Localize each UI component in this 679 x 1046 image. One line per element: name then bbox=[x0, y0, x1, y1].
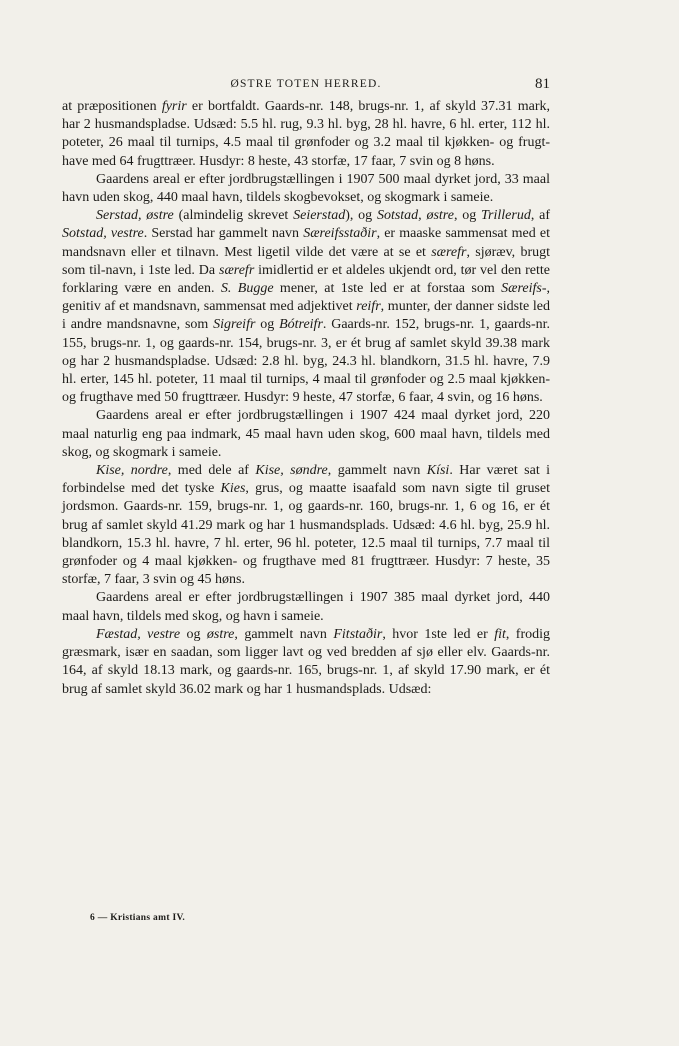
italic-term: Fitstaðir bbox=[333, 626, 383, 642]
page-number: 81 bbox=[535, 76, 550, 92]
paragraph-1: at præpositionen fyrir er bortfaldt. Gaards-nr. 148, brugs-nr. 1, af skyld 37.31 mark, har 2 husmandspladse. Udsæd: 5.5 hl. rug, 9.3 hl. byg, 28 hl. havre, 6 hl. erter, 112 hl. poteter, 26 maal til turnips, 4.5 maal til grønfoder og 3.2 maal til kjøkken- og frugt-have med 64 frugttræer. Husdyr: 8 heste, 43 storfæ, 17 faar, 7 svin og 8 høns. bbox=[62, 99, 550, 169]
italic-term: Sotstad, vestre bbox=[62, 226, 144, 242]
italic-term: særefr bbox=[431, 244, 467, 260]
italic-term: Sotstad, østre bbox=[376, 208, 454, 224]
page-header bbox=[62, 74, 550, 96]
italic-term: fyrir bbox=[161, 99, 187, 114]
italic-term: Trillerud bbox=[481, 208, 531, 224]
italic-term: Kísi bbox=[426, 463, 450, 479]
italic-term: Sigreifr bbox=[213, 317, 256, 333]
italic-term: østre bbox=[206, 626, 235, 642]
italic-term: Bótreifr bbox=[279, 317, 323, 333]
paragraph-6: Gaardens areal er efter jordbrugstællingen i 1907 385 maal dyrket jord, 440 maal havn, tildels med skog, og havn i sameie. bbox=[62, 590, 550, 624]
italic-term: fit bbox=[494, 626, 506, 642]
signature-mark: 6 — Kristians amt IV. bbox=[90, 913, 186, 923]
paragraph-7: Fæstad, vestre og østre, gammelt navn Fitstaðir, hvor 1ste led er fit, frodig græsmark, især en saadan, som ligger lavt og ved bredden af sjø eller elv. Gaards-nr. 164, af skyld 18.13 mark, og gaards-nr. 165, brugs-nr. 1, af skyld 17.90 mark, er ét brug af samlet skyld 36.02 mark og har 1 husmandsplads. Udsæd: bbox=[62, 626, 550, 697]
paragraph-3: Serstad, østre (almindelig skrevet Seierstad), og Sotstad, østre, og Trillerud, af Sotstad, vestre. Serstad har gammelt navn Særeifsstaðir, er maaske sammensat med et mandsnavn eller et tilnavn. Mest ligetil vilde det være at se et særefr, sjøræv, brugt som til-navn, i 1ste led. Da særefr imidlertid er et aldeles ukjendt ord, tør vel den rette forklaring være en anden. S. Bugge mener, at 1ste led er at forstaa som Særeifs-, genitiv af et mandsnavn, sammensat med adjektivet reifr, munter, der danner sidste led i andre mandsnavne, som Sigreifr og Bótreifr. Gaards-nr. 152, brugs-nr. 1, gaards-nr. 155, brugs-nr. 1, og gaards-nr. 154, brugs-nr. 3, er ét brug af samlet skyld 39.38 mark og har 2 husmandspladse. Udsæd: 2.8 hl. byg, 24.3 hl. blandkorn, 31.5 hl. havre, 7.9 hl. erter, 145 hl. poteter, 11 maal til turnips, 4 maal til grønfoder og 2.5 maal kjøkken- og frugthave med 50 frugttræer. Husdyr: 9 heste, 47 storfæ, 6 faar, 4 svin, og 16 høns. bbox=[62, 208, 551, 406]
italic-term: Særeifsstaðir bbox=[303, 226, 377, 242]
italic-term: Seierstad bbox=[293, 208, 346, 224]
italic-term: særefr bbox=[219, 262, 255, 278]
paragraph-5: Kise, nordre, med dele af Kise, søndre, gammelt navn Kísi. Har været sat i forbindelse med det tyske Kies, grus, og maatte isaafald som navn sigte til gruset jordsmon. Gaards-nr. 159, brugs-nr. 1, og gaards-nr. 160, brugs-nr. 1, 6 og 16, er ét brug af samlet skyld 41.29 mark og har 1 husmandsplads. Udsæd: 4.6 hl. byg, 25.9 hl. blandkorn, 15.3 hl. havre, 7 hl. erter, 96 hl. poteter, 12.5 maal til turnips, 7.7 maal til grønfoder og 4 maal kjøkken- og frugthave med 81 frugttræer. Husdyr: 7 heste, 35 storfæ, 7 faar, 3 svin og 45 høns. bbox=[62, 463, 551, 588]
italic-term: Kise, nordre bbox=[96, 463, 168, 479]
italic-term: reifr bbox=[356, 299, 381, 315]
italic-term: Serstad, østre bbox=[96, 208, 174, 224]
italic-term: S. Bugge bbox=[220, 281, 274, 297]
italic-term: Kise, søndre bbox=[255, 463, 328, 479]
body-text bbox=[62, 98, 550, 699]
paragraph-2: Gaardens areal er efter jordbrugstællingen i 1907 500 maal dyrket jord, 33 maal havn uden skog, 440 maal havn, tildels skogbevokset, og skogmark i sameie. bbox=[62, 171, 550, 206]
running-title: ØSTRE TOTEN HERRED. bbox=[230, 78, 382, 90]
italic-term: Fæstad, vestre bbox=[96, 626, 181, 642]
italic-term: Kies bbox=[220, 481, 246, 497]
paragraph-4: Gaardens areal er efter jordbrugstællingen i 1907 424 maal dyrket jord, 220 maal naturlig eng paa indmark, 45 maal havn uden skog, 600 maal havn, tildels med skog, og skogmark i sameie. bbox=[62, 408, 550, 460]
italic-term: Særeifs- bbox=[501, 281, 547, 297]
